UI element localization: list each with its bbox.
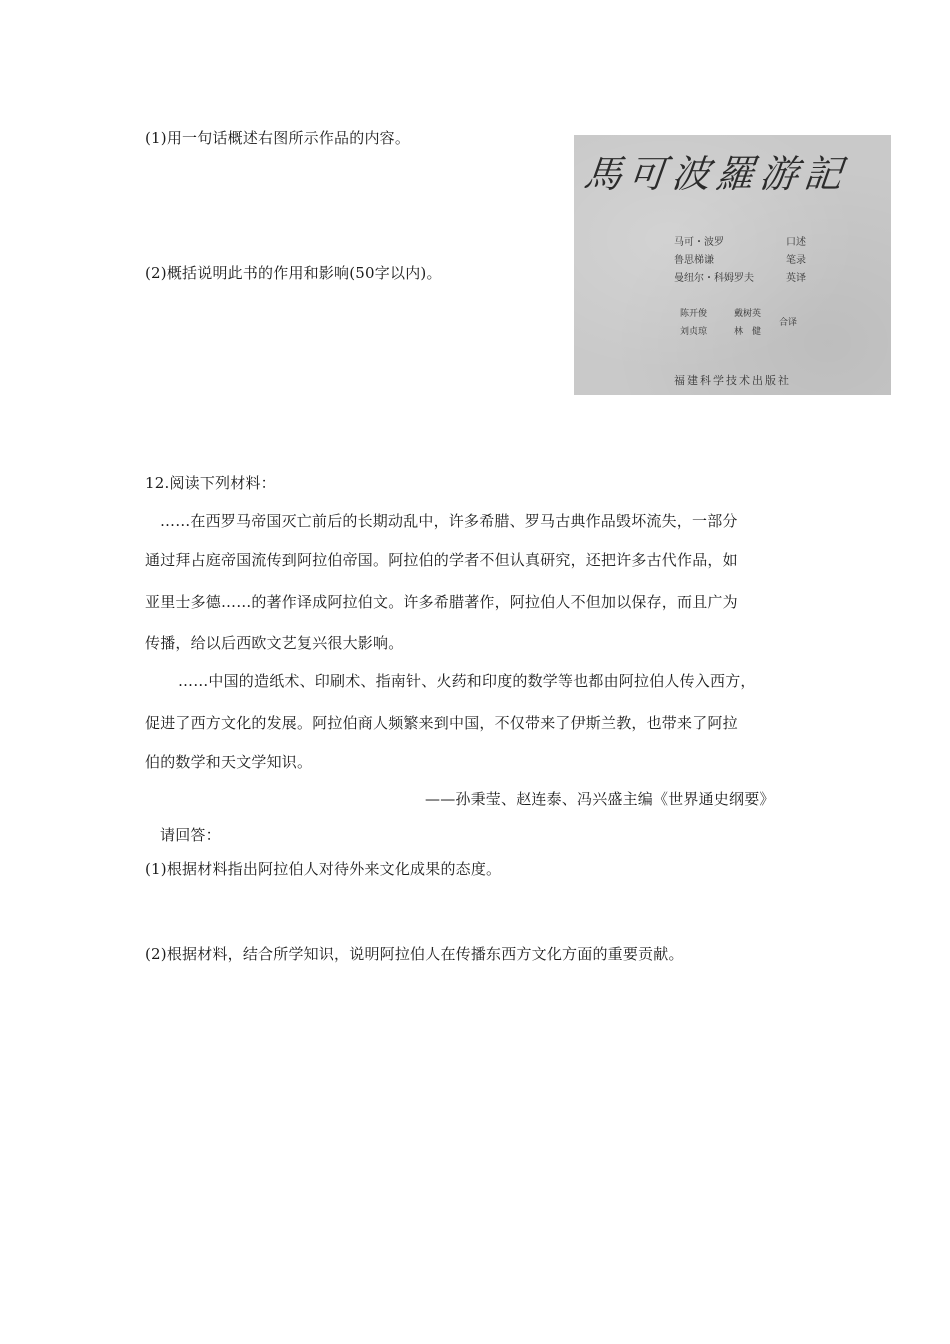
q12-heading: 12.阅读下列材料：	[145, 474, 276, 492]
cover-translator: 林 健	[734, 327, 762, 337]
cover-translator-role: 合译	[779, 318, 798, 328]
cover-translator: 刘贞琼	[680, 327, 708, 337]
q12-sub1: (1)根据材料指出阿拉伯人对待外来文化成果的态度。	[145, 860, 502, 878]
q12-para2-line: ……中国的造纸术、印刷术、指南针、火药和印度的数学等也都由阿拉伯人传入西方，	[178, 672, 756, 690]
cover-author-role: 英译	[786, 273, 806, 284]
q12-para2-line: 促进了西方文化的发展。阿拉伯商人频繁来到中国，不仅带来了伊斯兰教，也带来了阿拉	[145, 714, 738, 732]
q12-source: ——孙秉莹、赵连泰、冯兴盛主编《世界通史纲要》	[425, 790, 775, 808]
cover-title: 馬可波羅游記	[581, 152, 851, 196]
q12-para1-line: ……在西罗马帝国灭亡前后的长期动乱中，许多希腊、罗马古典作品毁坏流失，一部分	[160, 512, 738, 530]
q12-para1-line: 通过拜占庭帝国流传到阿拉伯帝国。阿拉伯的学者不但认真研究，还把许多古代作品，如	[145, 551, 738, 569]
cover-publisher: 福建科学技术出版社	[674, 374, 791, 387]
q12-para2-line: 伯的数学和天文学知识。	[145, 753, 313, 771]
cover-author-name: 马可・波罗	[674, 237, 724, 248]
q11-sub2: (2)概括说明此书的作用和影响(50字以内)。	[145, 264, 442, 282]
cover-translator: 陈开俊	[680, 309, 708, 319]
cover-author-name: 鲁思梯谦	[674, 255, 714, 266]
q12-prompt: 请回答：	[160, 826, 221, 844]
q12-para1-line: 传播，给以后西欧文艺复兴很大影响。	[145, 634, 404, 652]
cover-translator: 戴树英	[734, 309, 762, 319]
cover-author-name: 曼纽尔・科姆罗夫	[674, 273, 754, 284]
q12-para1-line: 亚里士多德……的著作译成阿拉伯文。许多希腊著作，阿拉伯人不但加以保存，而且广为	[145, 593, 738, 611]
book-cover-image	[574, 135, 891, 395]
cover-author-role: 口述	[786, 237, 806, 248]
q12-sub2: (2)根据材料，结合所学知识，说明阿拉伯人在传播东西方文化方面的重要贡献。	[145, 945, 684, 963]
cover-author-role: 笔录	[786, 255, 806, 266]
q11-sub1: (1)用一句话概述右图所示作品的内容。	[145, 129, 411, 147]
